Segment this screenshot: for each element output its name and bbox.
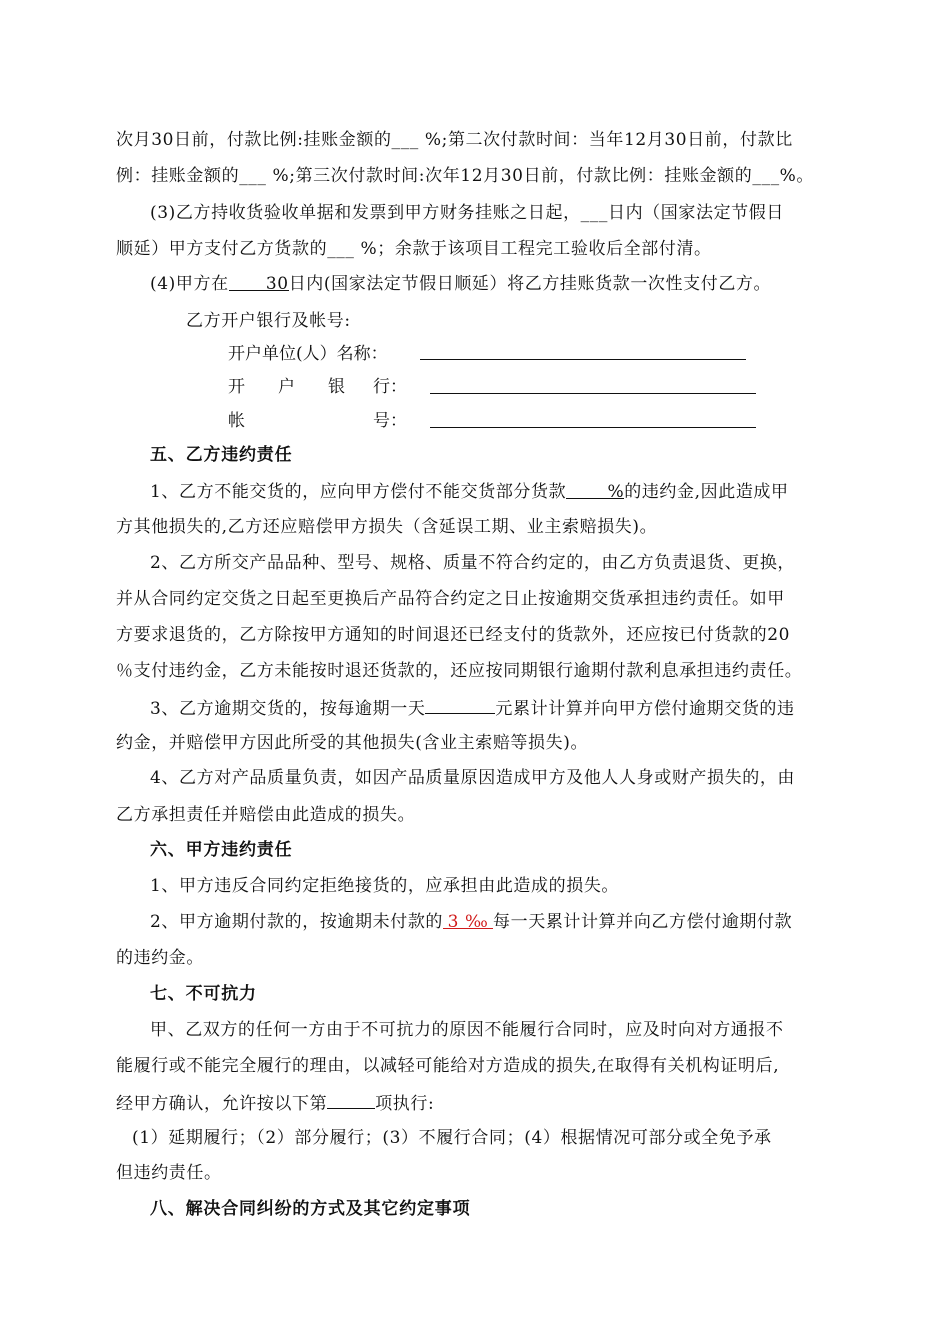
section-6-p2-rate: 3 ‰ (443, 910, 493, 929)
section-6-p2-text-b: 每一天累计计算并向乙方偿付逾期付款 (493, 912, 793, 932)
section-5-p3-blank (425, 695, 495, 714)
section-5-p2-line-1: 2、乙方所交产品品种、型号、规格、质量不符合约定的，由乙方负责退货、更换， (150, 553, 796, 573)
payment-line-2: 例：挂账金额的___ %;第三次付款时间:次年12月30日前，付款比例：挂账金额的___%。 (116, 166, 815, 186)
section-5-p1-blank: % (566, 480, 624, 499)
bank-name-char-3: 银 (328, 377, 345, 397)
section-7-options-line-2: 但违约责任。 (116, 1163, 222, 1183)
payment-item-4-prefix: (4)甲方在 (150, 274, 229, 294)
section-5-p2-line-3: 方要求退货的，乙方除按甲方通知的时间退还已经支付的货款外，还应按已付货款的20 (116, 625, 791, 645)
section-7-title: 七、不可抗力 (150, 984, 257, 1004)
section-5-p4-line-2: 乙方承担责任并赔偿由此造成的损失。 (116, 805, 416, 825)
payment-item-3-line-1: (3)乙方持收货验收单据和发票到甲方财务挂账之日起，___日内（国家法定节假日 (150, 203, 784, 223)
payment-item-3-line-2: 顺延）甲方支付乙方货款的___ %；余款于该项目工程完工验收后全部付清。 (116, 239, 712, 259)
bank-name-char-4: 行： (373, 377, 407, 397)
section-5-p1-line-2: 方其他损失的,乙方还应赔偿甲方损失（含延误工期、业主索赔损失)。 (116, 517, 658, 537)
bank-account-char-1: 帐 (228, 411, 245, 431)
bank-unit-blank (420, 359, 746, 360)
section-5-p1-line-1 (150, 480, 789, 504)
bank-unit-label: 开户单位(人）名称： (228, 344, 388, 364)
section-5-p3-text-b: 元累计计算并向甲方偿付逾期交货的违 (495, 699, 795, 719)
section-5-p2-line-4: ％支付违约金，乙方未能按时退还货款的，还应按同期银行逾期付款利息承担违约责任。 (116, 661, 803, 681)
section-5-p1-text-b: 的违约金,因此造成甲 (624, 482, 789, 502)
section-7-p1-text-a: 经甲方确认，允许按以下第 (116, 1094, 328, 1114)
bank-heading: 乙方开户银行及帐号: (186, 311, 351, 331)
bank-name-blank (430, 393, 756, 394)
section-6-p2-line-2: 的违约金。 (116, 948, 204, 968)
section-5-p1-text-a: 1、乙方不能交货的，应向甲方偿付不能交货部分货款 (150, 482, 567, 502)
bank-name-char-2: 户 (278, 377, 295, 397)
section-5-p2-line-2: 并从合同约定交货之日起至更换后产品符合约定之日止按逾期交货承担违约责任。如甲 (116, 589, 785, 609)
bank-account-blank (430, 427, 756, 428)
section-7-option-blank (327, 1090, 375, 1109)
section-5-p3-line-2: 约金，并赔偿甲方因此所受的其他损失(含业主索赔等损失)。 (116, 733, 589, 753)
payment-line-1: 次月30日前，付款比例:挂账金额的___ %;第二次付款时间：当年12月30日前，付款比 (116, 130, 793, 150)
payment-item-4-days: 30 (229, 272, 289, 291)
section-6-p2-line-1 (150, 910, 792, 934)
section-7-options-line-1: (1）延期履行；（2）部分履行；(3）不履行合同；(4）根据情况可部分或全免予承 (132, 1128, 772, 1148)
bank-name-char-1: 开 (228, 377, 245, 397)
payment-item-4-suffix: 日内(国家法定节假日顺延）将乙方挂账货款一次性支付乙方。 (288, 274, 772, 294)
section-6-title: 六、甲方违约责任 (150, 840, 293, 860)
section-6-p1: 1、甲方违反合同约定拒绝接货的，应承担由此造成的损失。 (150, 876, 620, 896)
section-5-p3-line-1 (150, 695, 795, 721)
section-6-p2-text-a: 2、甲方逾期付款的，按逾期未付款的 (150, 912, 444, 932)
section-7-p1-text-b: 项执行: (375, 1094, 435, 1114)
payment-item-4 (150, 272, 771, 296)
section-7-p1-line-2: 能履行或不能完全履行的理由，以减轻可能给对方造成的损失,在取得有关机构证明后, (116, 1056, 780, 1076)
section-7-p1-line-3 (116, 1090, 434, 1116)
section-7-p1-line-1: 甲、乙双方的任何一方由于不可抗力的原因不能履行合同时，应及时向对方通报不 (150, 1020, 784, 1040)
section-5-p4-line-1: 4、乙方对产品质量负责，如因产品质量原因造成甲方及他人人身或财产损失的，由 (150, 768, 796, 788)
bank-account-char-2: 号： (373, 411, 407, 431)
section-8-title: 八、解决合同纠纷的方式及其它约定事项 (150, 1199, 471, 1219)
section-5-p3-text-a: 3、乙方逾期交货的，按每逾期一天 (150, 699, 426, 719)
section-5-title: 五、乙方违约责任 (150, 445, 293, 465)
